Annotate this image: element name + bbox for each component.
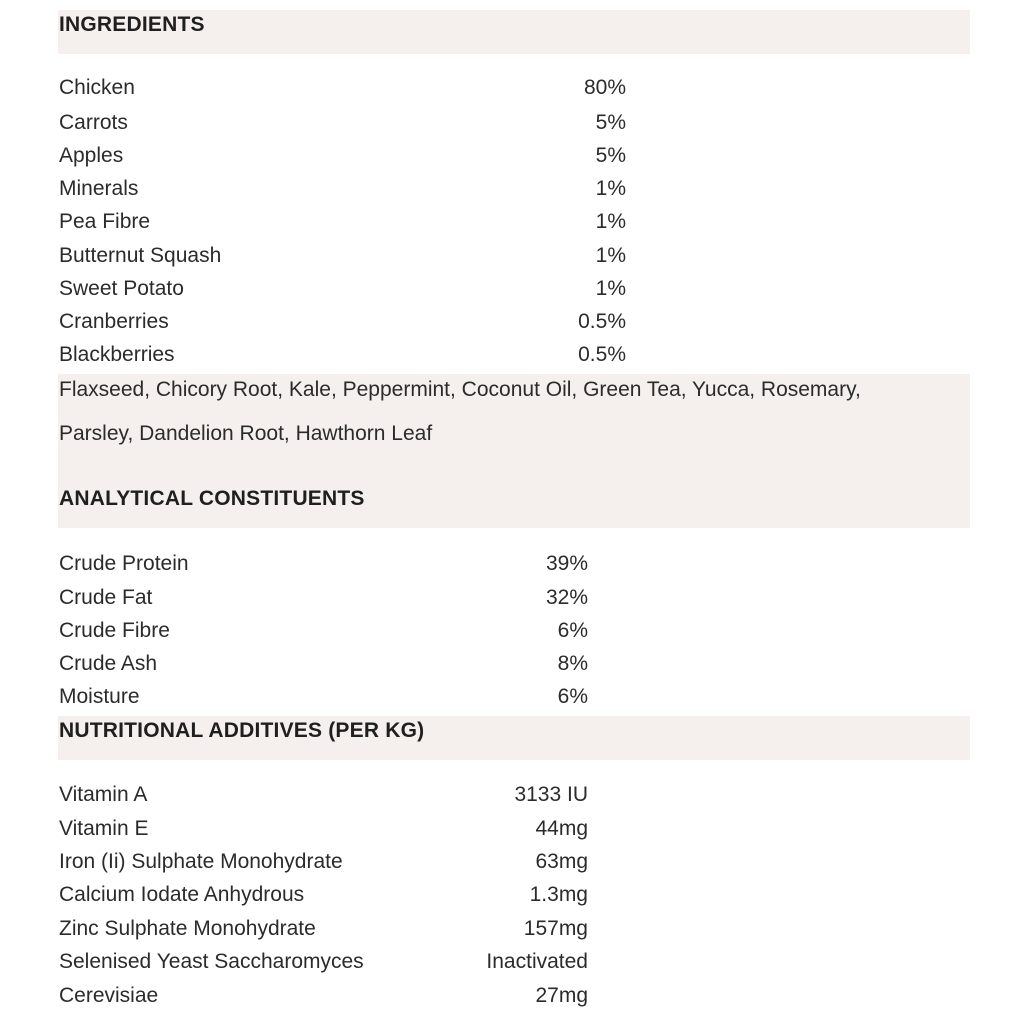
additive-amount: 27mg bbox=[535, 984, 588, 1007]
ingredient-name: Cranberries bbox=[59, 310, 169, 333]
table-row bbox=[59, 208, 626, 236]
constituent-value: 6% bbox=[557, 619, 588, 642]
additive-name: Vitamin E bbox=[59, 817, 149, 840]
additive-name: Cerevisiae bbox=[59, 984, 159, 1007]
ingredient-percent: 1% bbox=[595, 210, 626, 233]
extra-ingredients-line-1: Flaxseed, Chicory Root, Kale, Peppermint, Coconut Oil, Green Tea, Yucca, Rosemary, bbox=[59, 378, 861, 401]
additive-amount: Inactivated bbox=[486, 950, 588, 973]
ingredient-percent: 0.5% bbox=[578, 310, 626, 333]
ingredient-name: Apples bbox=[59, 144, 124, 167]
table-row bbox=[59, 848, 588, 876]
nutritional-heading: NUTRITIONAL ADDITIVES (PER KG) bbox=[59, 719, 425, 742]
additive-amount: 157mg bbox=[523, 917, 588, 940]
table-row bbox=[59, 584, 588, 612]
table-row bbox=[59, 915, 588, 943]
additive-name: Zinc Sulphate Monohydrate bbox=[59, 917, 316, 940]
ingredient-percent: 1% bbox=[595, 244, 626, 267]
table-row bbox=[59, 275, 626, 303]
additive-amount: 63mg bbox=[535, 850, 588, 873]
table-row bbox=[59, 881, 588, 909]
constituent-name: Moisture bbox=[59, 685, 140, 708]
additive-name: Iron (Ii) Sulphate Monohydrate bbox=[59, 850, 343, 873]
table-row bbox=[59, 982, 588, 1010]
additive-amount: 44mg bbox=[535, 817, 588, 840]
ingredient-percent: 5% bbox=[595, 111, 626, 134]
ingredient-name: Pea Fibre bbox=[59, 210, 151, 233]
ingredient-name: Butternut Squash bbox=[59, 244, 222, 267]
ingredient-percent: 5% bbox=[595, 144, 626, 167]
additive-amount: 3133 IU bbox=[514, 783, 588, 806]
table-row bbox=[59, 650, 588, 678]
additive-amount: 1.3mg bbox=[529, 883, 588, 906]
constituent-value: 8% bbox=[557, 652, 588, 675]
constituent-value: 39% bbox=[545, 552, 588, 575]
ingredient-name: Carrots bbox=[59, 111, 128, 134]
ingredient-percent: 1% bbox=[595, 177, 626, 200]
table-row bbox=[59, 617, 588, 645]
table-row bbox=[59, 948, 588, 976]
analytical-heading: ANALYTICAL CONSTITUENTS bbox=[59, 487, 365, 510]
constituent-name: Crude Ash bbox=[59, 652, 158, 675]
ingredients-heading: INGREDIENTS bbox=[59, 13, 205, 36]
table-row bbox=[59, 815, 588, 843]
table-row bbox=[59, 781, 588, 809]
constituent-name: Crude Fat bbox=[59, 586, 153, 609]
ingredient-name: Chicken bbox=[59, 76, 135, 99]
ingredient-name: Blackberries bbox=[59, 343, 175, 366]
table-row bbox=[59, 74, 626, 102]
constituent-name: Crude Protein bbox=[59, 552, 189, 575]
table-row bbox=[59, 242, 626, 270]
ingredient-percent: 80% bbox=[583, 76, 626, 99]
extra-ingredients-line-2: Parsley, Dandelion Root, Hawthorn Leaf bbox=[59, 422, 433, 445]
table-row bbox=[59, 341, 626, 369]
ingredient-percent: 1% bbox=[595, 277, 626, 300]
additive-name: Vitamin A bbox=[59, 783, 148, 806]
table-row bbox=[59, 308, 626, 336]
ingredient-name: Minerals bbox=[59, 177, 139, 200]
additive-name: Calcium Iodate Anhydrous bbox=[59, 883, 305, 906]
constituent-value: 6% bbox=[557, 685, 588, 708]
table-row bbox=[59, 550, 588, 578]
additive-name: Selenised Yeast Saccharomyces bbox=[59, 950, 364, 973]
table-row bbox=[59, 175, 626, 203]
constituent-name: Crude Fibre bbox=[59, 619, 170, 642]
table-row bbox=[59, 142, 626, 170]
table-row bbox=[59, 683, 588, 711]
table-row bbox=[59, 109, 626, 137]
ingredient-name: Sweet Potato bbox=[59, 277, 184, 300]
constituent-value: 32% bbox=[545, 586, 588, 609]
ingredient-percent: 0.5% bbox=[578, 343, 626, 366]
